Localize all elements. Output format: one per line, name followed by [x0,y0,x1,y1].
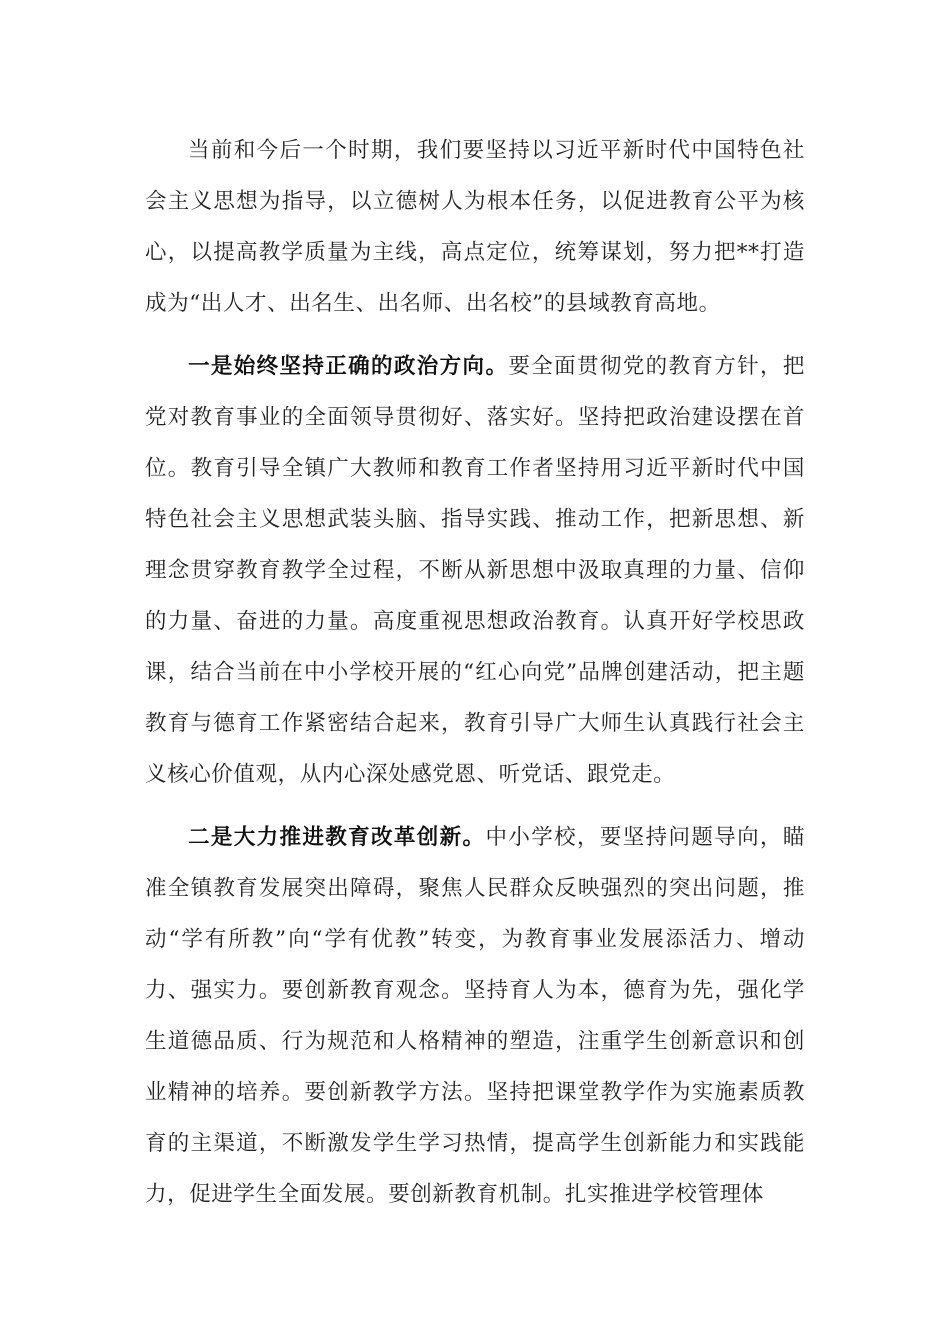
paragraph-text: 要全面贯彻党的教育方针，把党对教育事业的全面领导贯彻好、落实好。坚持把政治建设摆在首位。教育引导全镇广大教师和教育工作者坚持用习近平新时代中国特色社会主义思想武装头脑、指导实践、推动工作，把新思想、新理念贯穿教育教学全过程，不断从新思想中汲取真理的力量、信仰的力量、奋进的力量。高度重视思想政治教育。认真开好学校思政课，结合当前在中小学校开展的“红心向党”品牌创建活动，把主题教育与德育工作紧密结合起来，教育引导广大师生认真践行社会主义核心价值观，从内心深处感党恩、听党话、跟党走。 [145,354,805,787]
paragraph-intro [145,125,805,329]
paragraph-text: 中小学校，要坚持问题导向，瞄准全镇教育发展突出障碍，聚焦人民群众反映强烈的突出问题，推动“学有所教”向“学有优教”转变，为教育事业发展添活力、增动力、强实力。要创新教育观念。坚持育人为本，德育为先，强化学生道德品质、行为规范和人格精神的塑造，注重学生创新意识和创业精神的培养。要创新教学方法。坚持把课堂教学作为实施素质教育的主渠道，不断激发学生学习热情，提高学生创新能力和实践能力，促进学生全面发展。要创新教育机制。扎实推进学校管理体 [145,825,805,1207]
paragraph-political-direction [145,341,805,800]
paragraph-text: 当前和今后一个时期，我们要坚持以习近平新时代中国特色社会主义思想为指导，以立德树人为根本任务，以促进教育公平为核心，以提高教学质量为主线，高点定位，统筹谋划，努力把**打造成为“出人才、出名生、出名师、出名校”的县域教育高地。 [145,138,805,316]
paragraph-heading: 二是大力推进教育改革创新。 [188,825,486,850]
paragraph-heading: 一是始终坚持正确的政治方向。 [188,354,509,379]
document-body [145,125,805,1220]
paragraph-education-reform [145,812,805,1220]
